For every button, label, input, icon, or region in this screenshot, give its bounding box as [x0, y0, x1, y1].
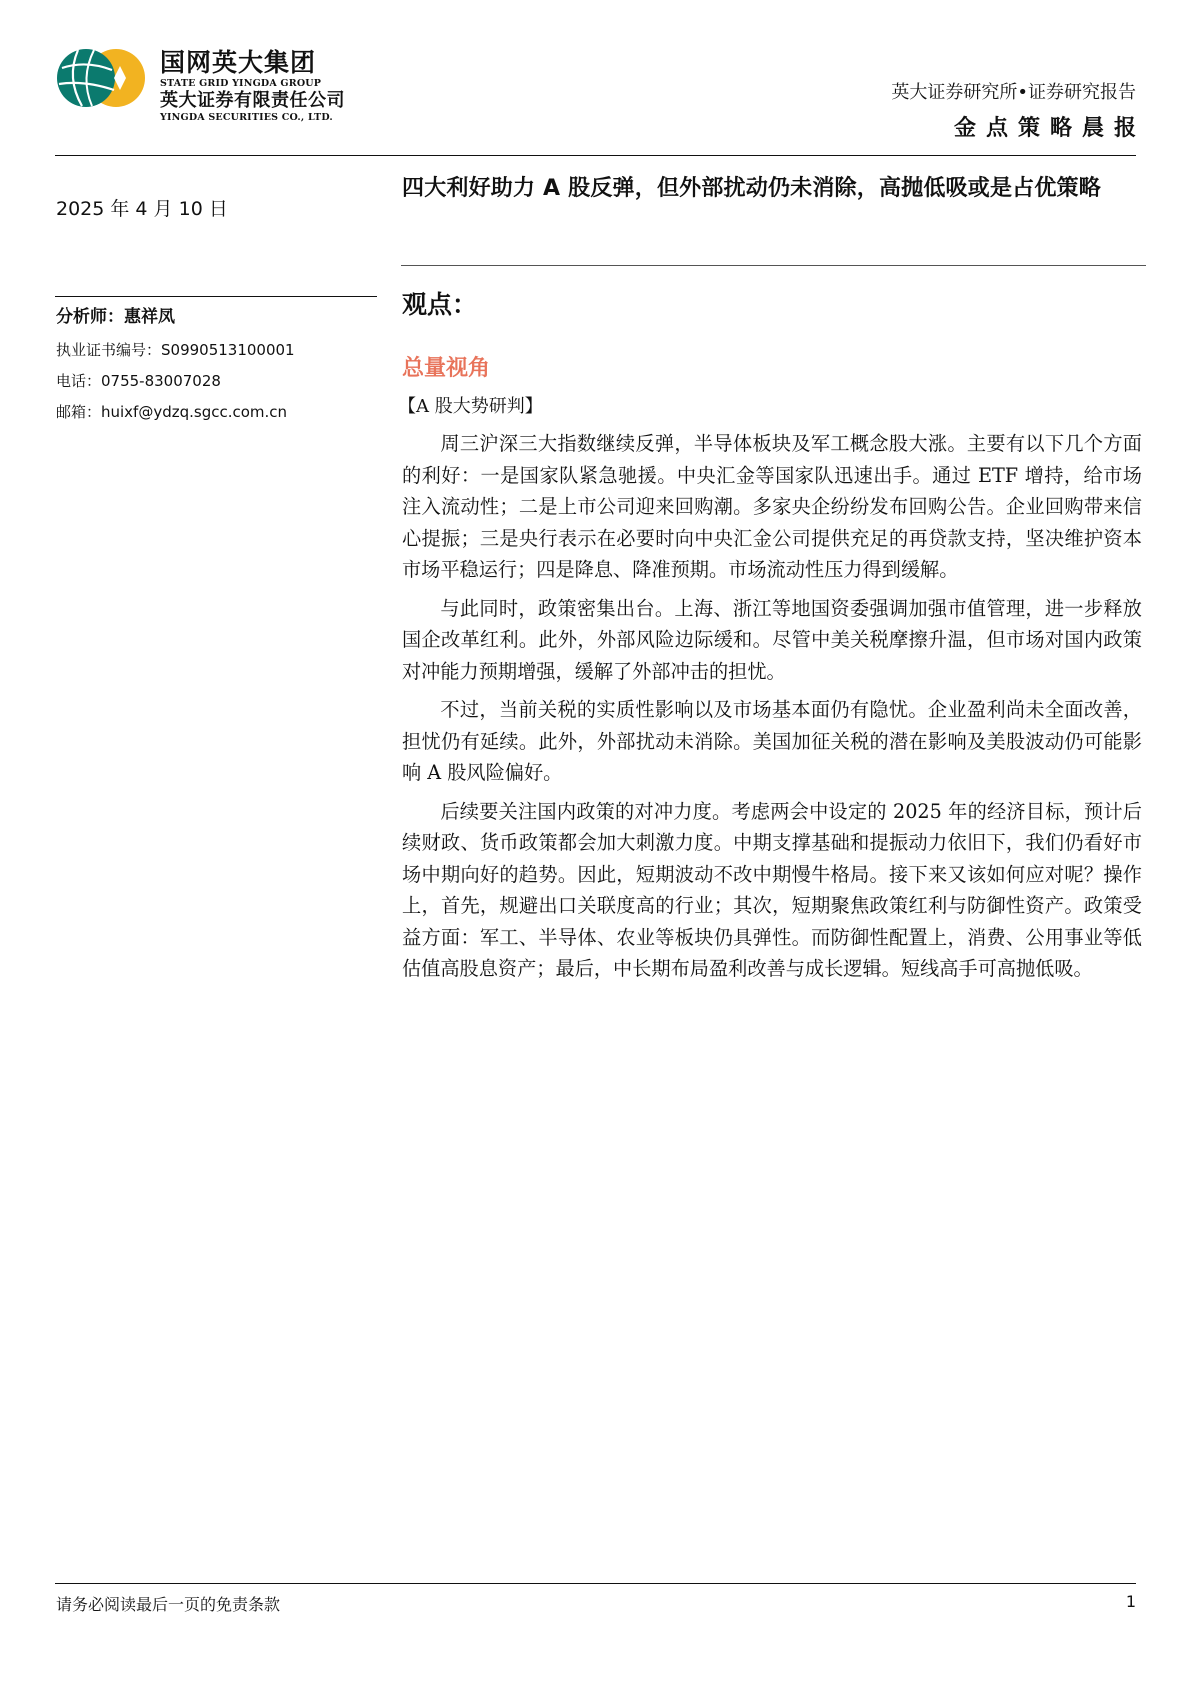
report-header-right: [891, 80, 1146, 146]
report-body: [402, 428, 1142, 992]
viewpoint-heading: 观点：: [402, 290, 478, 319]
body-paragraph: 与此同时，政策密集出台。上海、浙江等地国资委强调加强市值管理，进一步释放国企改革红利。此外，外部风险边际缓和。尽管中美关税摩擦升温，但市场对国内政策对冲能力预期增强，缓解了外部冲击的担忧。: [402, 596, 1142, 683]
company-name-cn: 英大证券有限责任公司: [160, 90, 345, 111]
sidebar-divider: [55, 296, 377, 297]
page-number: 1: [1125, 1592, 1136, 1611]
analyst-license: 执业证书编号：S0990513100001: [56, 341, 295, 359]
body-paragraph: 后续要关注国内政策的对冲力度。考虑两会中设定的 2025 年的经济目标，预计后续财政、货币政策都会加大刺激力度。中期支撑基础和提振动力依旧下，我们仍看好市场中期向好的趋势。因此，短期波动不改中期慢牛格局。接下来又该如何应对呢？操作上，首先，规避出口关联度高的行业；其次，短期聚焦政策红利与防御性资产。政策受益方面：军工、半导体、农业等板块仍具弹性。而防御性配置上，消费、公用事业等低估值高股息资产；最后，中长期布局盈利改善与成长逻辑。短线高手可高抛低吸。: [402, 799, 1142, 980]
title-divider: [401, 265, 1146, 266]
brand-block: [160, 48, 345, 124]
footer-disclaimer: 请务必阅读最后一页的免责条款: [56, 1595, 281, 1614]
institute-label: 英大证券研究所•证券研究报告: [891, 82, 1136, 103]
analyst-name: 分析师：惠祥凤: [56, 307, 175, 327]
group-name-en: STATE GRID YINGDA GROUP: [160, 78, 322, 89]
analyst-phone: 电话：0755-83007028: [56, 372, 221, 390]
footer-divider: [55, 1583, 1136, 1584]
body-paragraph: 周三沪深三大指数继续反弹，半导体板块及军工概念股大涨。主要有以下几个方面的利好：一是国家队紧急驰援。中央汇金等国家队迅速出手。通过 ETF 增持，给市场注入流动性；二是上市公司迎来回购潮。多家央企纷纷发布回购公告。企业回购带来信心提振；三是央行表示在必要时向中央汇金公司提供充足的再贷款支持，坚决维护资本市场平稳运行；四是降息、降准预期。市场流动性压力得到缓解。: [402, 432, 1142, 581]
header-divider: [55, 155, 1136, 156]
report-series-title: 金点策略晨报: [953, 116, 1146, 141]
company-logo: [56, 46, 148, 110]
group-name-cn: 国网英大集团: [160, 48, 317, 77]
body-paragraph: 不过，当前关税的实质性影响以及市场基本面仍有隐忧。企业盈利尚未全面改善，担忧仍有延续。此外，外部扰动未消除。美国加征关税的潜在影响及美股波动仍可能影响 A 股风险偏好。: [402, 698, 1142, 784]
analyst-email: 邮箱：huixf@ydzq.sgcc.com.cn: [56, 403, 288, 421]
section-heading: 总量视角: [402, 356, 491, 381]
analyst-contact: [56, 335, 295, 428]
subsection-heading: 【A 股大势研判】: [398, 396, 543, 417]
company-name-en: YINGDA SECURITIES CO., LTD.: [160, 112, 333, 123]
report-date: 2025 年 4 月 10 日: [56, 198, 228, 220]
state-grid-yingda-logo-icon: [56, 46, 148, 110]
report-title: 四大利好助力 A 股反弹，但外部扰动仍未消除，高抛低吸或是占优策略: [402, 176, 1101, 201]
